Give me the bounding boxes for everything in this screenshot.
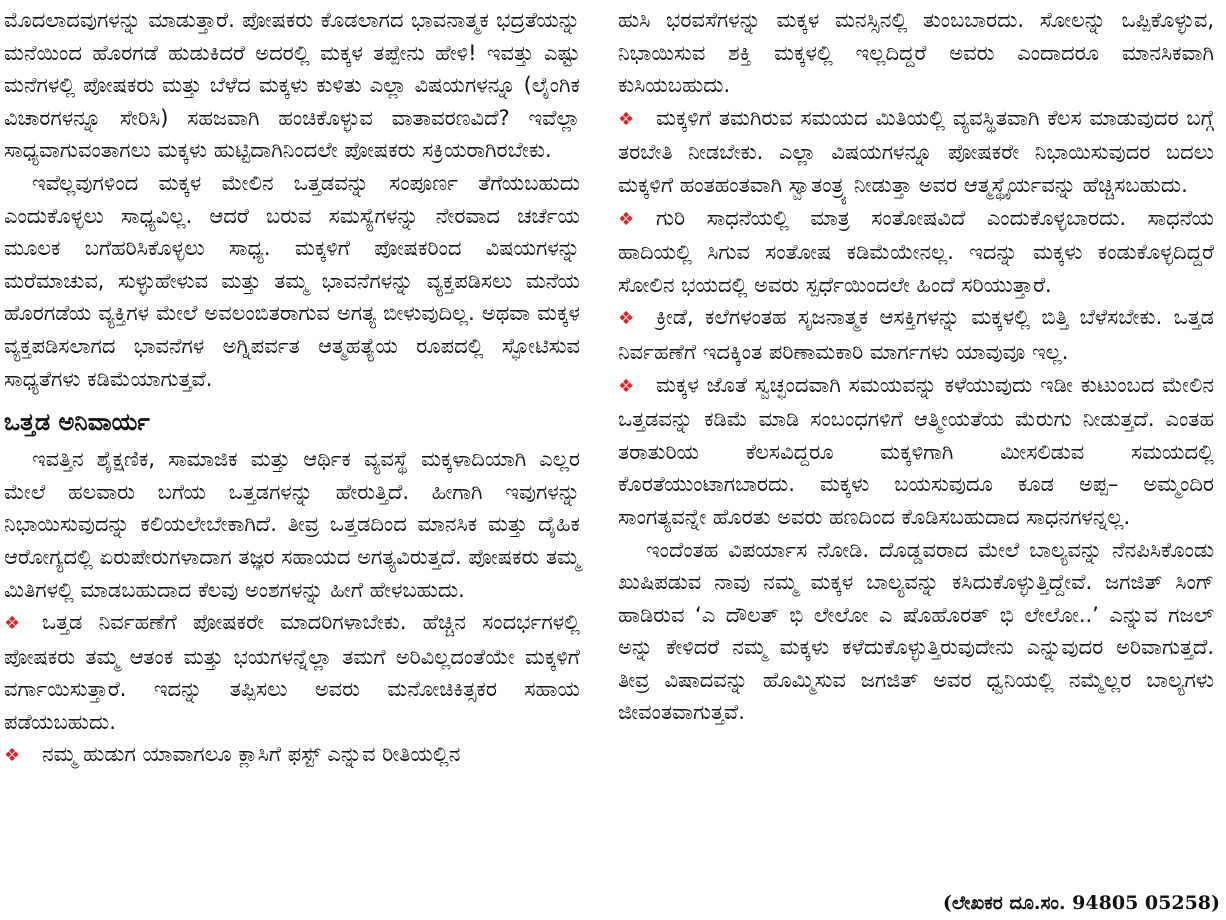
bullet-item: [4, 606, 580, 738]
bullet-text: ಮಕ್ಕಳ ಜೊತೆ ಸ್ವಚ್ಛಂದವಾಗಿ ಸಮಯವನ್ನು ಕಳೆಯುವುದು ಇಡೀ ಕುಟುಂಬದ ಮೇಲಿನ ಒತ್ತಡವನ್ನು ಕಡಿಮೆ ಮಾಡಿ ಸಂಬಂಧಗಳಿಗೆ ಆತ್ಮೀಯತೆಯ ಮೆರುಗು ನೀಡುತ್ತದೆ. ಎಂತಹ ತರಾತುರಿಯ ಕೆಲಸವಿದ್ದರೂ ಮಕ್ಕಳಿಗಾಗಿ ಮೀಸಲಿಡುವ ಸಮಯದಲ್ಲಿ ಕೊರತೆಯುಂಟಾಗಬಾರದು. ಮಕ್ಕಳು ಬಯಸುವುದೂ ಕೂಡ ಅಪ್ಪ– ಅಮ್ಮಂದಿರ ಸಾಂಗತ್ಯವನ್ನೇ ಹೊರತು ಅವರು ಹಣದಿಂದ ಕೊಡಿಸಬಹುದಾದ ಸಾಧನಗಳನ್ನಲ್ಲ.: [618, 372, 1214, 529]
bullet-icon: ❖: [4, 745, 21, 767]
paragraph: ಹುಸಿ ಭರವಸೆಗಳನ್ನು ಮಕ್ಕಳ ಮನಸ್ಸಿನಲ್ಲಿ ತುಂಬಬಾರದು. ಸೋಲನ್ನು ಒಪ್ಪಿಕೊಳ್ಳುವ, ನಿಭಾಯಿಸುವ ಶಕ್ತಿ ಮಕ್ಕಳಲ್ಲಿ ಇಲ್ಲದಿದ್ದರೆ ಅವರು ಎಂದಾದರೂ ಮಾನಸಿಕವಾಗಿ ಕುಸಿಯಬಹುದು.: [618, 8, 1214, 98]
bullet-icon: ❖: [618, 375, 635, 397]
bullet-text: ಕ್ರೀಡೆ, ಕಲೆಗಳಂತಹ ಸೃಜನಾತ್ಮಕ ಆಸಕ್ತಿಗಳನ್ನು ಮಕ್ಕಳಲ್ಲಿ ಬಿತ್ತಿ ಬೆಳೆಸಬೇಕು. ಒತ್ತಡ ನಿರ್ವಹಣೆಗೆ ಇದಕ್ಕಿಂತ ಪರಿಣಾಮಕಾರಿ ಮಾರ್ಗಗಳು ಯಾವುವೂ ಇಲ್ಲ.: [618, 305, 1214, 364]
paragraph: ಇವತ್ತಿನ ಶೈಕ್ಷಣಿಕ, ಸಾಮಾಜಿಕ ಮತ್ತು ಆರ್ಥಿಕ ವ್ಯವಸ್ಥೆ ಮಕ್ಕಳಾದಿಯಾಗಿ ಎಲ್ಲರ ಮೇಲೆ ಹಲವಾರು ಬಗೆಯ ಒತ್ತಡಗಳನ್ನು ಹೇರುತ್ತಿದೆ. ಹೀಗಾಗಿ ಇವುಗಳನ್ನು ನಿಭಾಯಿಸುವುದನ್ನು ಕಲಿಯಲೇಬೇಕಾಗಿದೆ. ತೀವ್ರ ಒತ್ತಡದಿಂದ ಮಾನಸಿಕ ಮತ್ತು ದೈಹಿಕ ಆರೋಗ್ಯದಲ್ಲಿ ಏರುಪೇರುಗಳಾದಾಗ ತಜ್ಞರ ಸಹಾಯದ ಅಗತ್ಯವಿರುತ್ತದೆ. ಪೋಷಕರು ತಮ್ಮ ಮಿತಿಗಳಲ್ಲಿ ಮಾಡಬಹುದಾದ ಕೆಲವು ಅಂಶಗಳನ್ನು ಹೀಗೆ ಹೇಳಬಹುದು.: [4, 447, 580, 602]
bullet-text: ಮಕ್ಕಳಿಗೆ ತಮಗಿರುವ ಸಮಯದ ಮಿತಿಯಲ್ಲಿ ವ್ಯವಸ್ಥಿತವಾಗಿ ಕೆಲಸ ಮಾಡುವುದರ ಬಗ್ಗೆ ತರಬೇತಿ ನೀಡಬೇಕು. ಎಲ್ಲಾ ವಿಷಯಗಳನ್ನೂ ಪೋಷಕರೇ ನಿಭಾಯಿಸುವುದರ ಬದಲು ಮಕ್ಕಳಿಗೆ ಹಂತಹಂತವಾಗಿ ಸ್ವಾತಂತ್ರ್ಯ ನೀಡುತ್ತಾ ಅವರ ಆತ್ಮಸ್ಥೈರ್ಯವನ್ನು ಹೆಚ್ಚಿಸಬಹುದು.: [618, 105, 1214, 197]
bullet-item: [618, 102, 1214, 202]
bullet-item: [618, 301, 1214, 368]
bullet-item: [618, 369, 1214, 534]
bullet-text: ನಮ್ಮ ಹುಡುಗ ಯಾವಾಗಲೂ ಕ್ಲಾಸಿಗೆ ಫಸ್ಟ್ ಎನ್ನುವ ರೀತಿಯಲ್ಲಿನ: [42, 742, 461, 767]
right-column: [618, 4, 1214, 920]
bullet-icon: ❖: [618, 108, 635, 130]
bullet-item: [4, 738, 580, 773]
bullet-icon: ❖: [4, 613, 21, 635]
author-contact: (ಲೇಖಕರ ದೂ.ಸಂ. 94805 05258): [942, 892, 1220, 914]
bullet-text: ಗುರಿ ಸಾಧನೆಯಲ್ಲಿ ಮಾತ್ರ ಸಂತೋಷವಿದೆ ಎಂದುಕೊಳ್ಳಬಾರದು. ಸಾಧನೆಯ ಹಾದಿಯಲ್ಲಿ ಸಿಗುವ ಸಂತೋಷ ಕಡಿಮೆಯೇನಲ್ಲ. ಇದನ್ನು ಮಕ್ಕಳು ಕಂಡುಕೊಳ್ಳದಿದ್ದರೆ ಸೋಲಿನ ಭಯದಲ್ಲಿ ಅವರು ಸ್ಪರ್ಧೆಯಿಂದಲೇ ಹಿಂದೆ ಸರಿಯುತ್ತಾರೆ.: [618, 205, 1214, 297]
section-heading: ಒತ್ತಡ ಅನಿವಾರ್ಯ: [4, 408, 150, 437]
paragraph: ಮೊದಲಾದವುಗಳನ್ನು ಮಾಡುತ್ತಾರೆ. ಪೋಷಕರು ಕೊಡಲಾಗದ ಭಾವನಾತ್ಮಕ ಭದ್ರತೆಯನ್ನು ಮನೆಯಿಂದ ಹೊರಗಡೆ ಹುಡುಕಿದರೆ ಅದರಲ್ಲಿ ಮಕ್ಕಳ ತಪ್ಪೇನು ಹೇಳಿ! ಇವತ್ತು ಎಷ್ಟು ಮನೆಗಳಲ್ಲಿ ಪೋಷಕರು ಮತ್ತು ಬೆಳೆದ ಮಕ್ಕಳು ಕುಳಿತು ಎಲ್ಲಾ ವಿಷಯಗಳನ್ನೂ (ಲೈಂಗಿಕ ವಿಚಾರಗಳನ್ನೂ ಸೇರಿಸಿ) ಸಹಜವಾಗಿ ಹಂಚಿಕೊಳ್ಳುವ ವಾತಾವರಣವಿದೆ? ಇವೆಲ್ಲಾ ಸಾಧ್ಯವಾಗುವಂತಾಗಲು ಮಕ್ಕಳು ಹುಟ್ಟಿದಾಗಿನಿಂದಲೇ ಪೋಷಕರು ಸಕ್ರಿಯರಾಗಿರಬೇಕು.: [4, 8, 580, 163]
left-column: [4, 4, 594, 920]
paragraph: ಇವೆಲ್ಲವುಗಳಿಂದ ಮಕ್ಕಳ ಮೇಲಿನ ಒತ್ತಡವನ್ನು ಸಂಪೂರ್ಣ ತೆಗೆಯಬಹುದು ಎಂದುಕೊಳ್ಳಲು ಸಾಧ್ಯವಿಲ್ಲ. ಆದರೆ ಬರುವ ಸಮಸ್ಯೆಗಳನ್ನು ನೇರವಾದ ಚರ್ಚೆಯ ಮೂಲಕ ಬಗೆಹರಿಸಿಕೊಳ್ಳಲು ಸಾಧ್ಯ. ಮಕ್ಕಳಿಗೆ ಪೋಷಕರಿಂದ ವಿಷಯಗಳನ್ನು ಮರೆಮಾಚುವ, ಸುಳ್ಳುಹೇಳುವ ಮತ್ತು ತಮ್ಮ ಭಾವನೆಗಳನ್ನು ವ್ಯಕ್ತಪಡಿಸಲು ಮನೆಯ ಹೊರಗಡೆಯ ವ್ಯಕ್ತಿಗಳ ಮೇಲೆ ಅವಲಂಬಿತರಾಗುವ ಅಗತ್ಯ ಬೀಳುವುದಿಲ್ಲ. ಅಥವಾ ಮಕ್ಕಳ ವ್ಯಕ್ತಪಡಿಸಲಾಗದ ಭಾವನೆಗಳ ಅಗ್ನಿಪರ್ವತ ಆತ್ಮಹತ್ಯೆಯ ರೂಪದಲ್ಲಿ ಸ್ಫೋಟಿಸುವ ಸಾಧ್ಯತೆಗಳು ಕಡಿಮೆಯಾಗುತ್ತವೆ.: [4, 170, 580, 391]
bullet-icon: ❖: [618, 308, 635, 330]
bullet-icon: ❖: [618, 208, 635, 230]
bullet-item: [618, 202, 1214, 302]
paragraph: ಇಂದೆಂತಹ ವಿಪರ್ಯಾಸ ನೋಡಿ. ದೊಡ್ಡವರಾದ ಮೇಲೆ ಬಾಲ್ಯವನ್ನು ನೆನಪಿಸಿಕೊಂಡು ಖುಷಿಪಡುವ ನಾವು ನಮ್ಮ ಮಕ್ಕಳ ಬಾಲ್ಯವನ್ನು ಕಸಿದುಕೊಳ್ಳುತ್ತಿದ್ದೇವೆ. ಜಗಜಿತ್ ಸಿಂಗ್ ಹಾಡಿರುವ ‘ಎ ದೌಲತ್ ಭಿ ಲೇಲೋ ಎ ಷೊಹೊರತ್ ಭಿ ಲೇಲೋ..’ ಎನ್ನುವ ಗಜಲ್ ಅನ್ನು ಕೇಳಿದರೆ ನಮ್ಮ ಮಕ್ಕಳು ಕಳೆದುಕೊಳ್ಳುತ್ತಿರುವುದೇನು ಎನ್ನುವುದರ ಅರಿವಾಗುತ್ತದೆ. ತೀವ್ರ ವಿಷಾದವನ್ನು ಹೊಮ್ಮಿಸುವ ಜಗಜಿತ್ ಅವರ ಧ್ವನಿಯಲ್ಲಿ ನಮ್ಮೆಲ್ಲರ ಬಾಲ್ಯಗಳು ಜೀವಂತವಾಗುತ್ತವೆ.: [618, 537, 1214, 725]
bullet-text: ಒತ್ತಡ ನಿರ್ವಹಣೆಗೆ ಪೋಷಕರೇ ಮಾದರಿಗಳಾಬೇಕು. ಹೆಚ್ಚಿನ ಸಂದರ್ಭಗಳಲ್ಲಿ ಪೋಷಕರು ತಮ್ಮ ಆತಂಕ ಮತ್ತು ಭಯಗಳನ್ನೆಲ್ಲಾ ತಮಗೆ ಅರಿವಿಲ್ಲದಂತೆಯೇ ಮಕ್ಕಳಿಗೆ ವರ್ಗಾಯಿಸುತ್ತಾರೆ. ಇದನ್ನು ತಪ್ಪಿಸಲು ಅವರು ಮನೋಚಿಕಿತ್ಸಕರ ಸಹಾಯ ಪಡೆಯಬಹುದು.: [4, 610, 580, 734]
